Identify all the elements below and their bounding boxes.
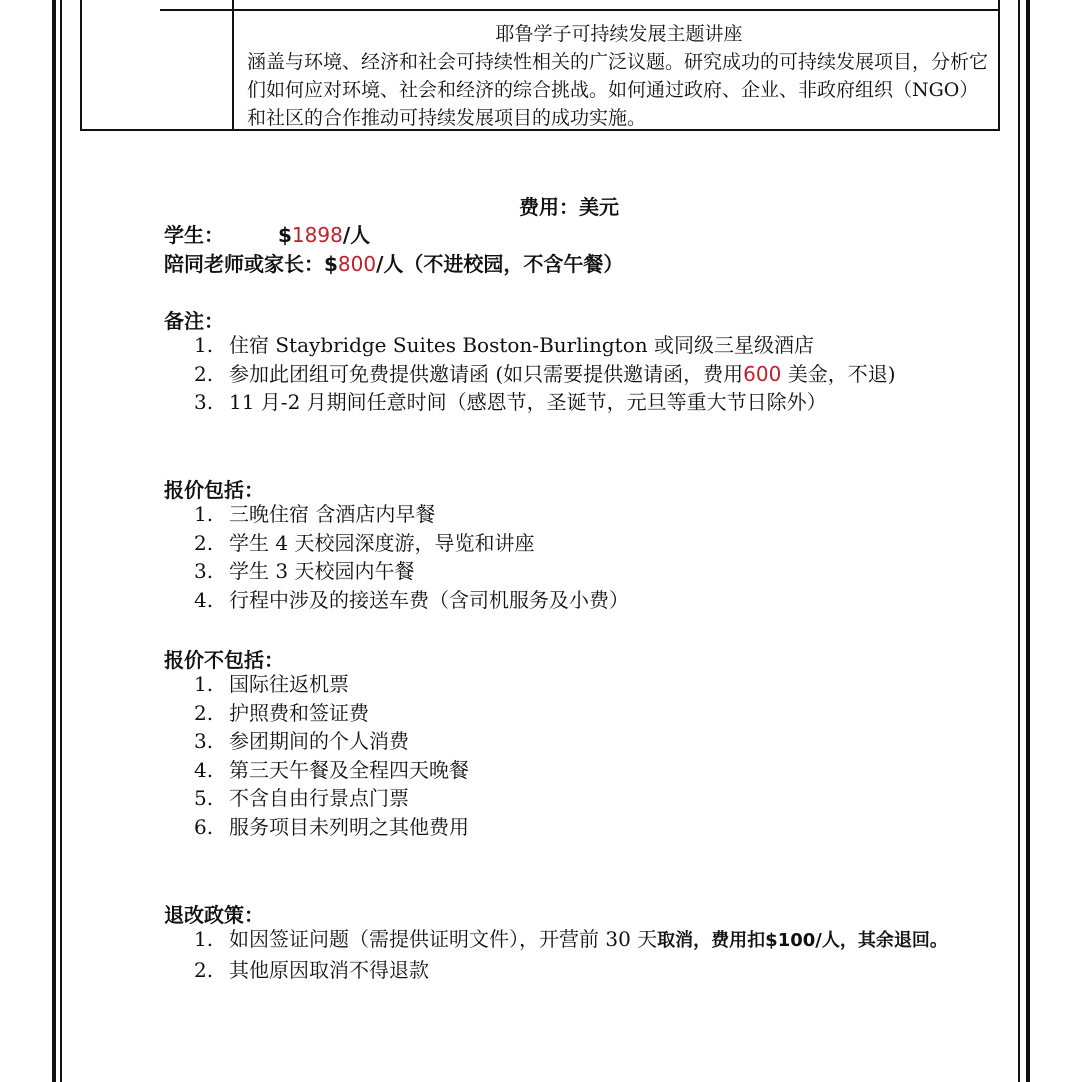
invitation-fee-amount: 600 [743, 361, 782, 386]
excluded-list [194, 670, 994, 841]
student-fee-currency: $ [278, 223, 292, 247]
list-item: 1. 如因签证问题（需提供证明文件），开营前 30 天取消，费用扣$100/人，其余退回。 [194, 927, 948, 951]
page-border-left [52, 0, 56, 1082]
page-border-left-inner [60, 0, 62, 1082]
topic-body: 涵盖与环境、经济和社会可持续性相关的广泛议题。研究成功的可持续发展项目，分析它们如何应对环境、社会和经济的综合挑战。如何通过政府、企业、非政府组织（NGO）和社区的合作推动可持续发展项目的成功实施。 [247, 51, 989, 129]
excluded-heading: 报价不包括： [164, 648, 284, 672]
page-border-right-inner [1018, 0, 1020, 1082]
student-fee [164, 219, 370, 248]
student-fee-label: 学生： [164, 223, 224, 247]
notes-heading: 备注： [164, 309, 224, 333]
list-item: 2. 其他原因取消不得退款 [194, 957, 429, 982]
list-item: 1. 国际往返机票 [194, 672, 349, 696]
student-fee-amount: 1898 [291, 223, 343, 247]
list-item: 1. 住宿 Staybridge Suites Boston-Burlington 或同级三星级酒店 [194, 333, 814, 357]
list-item: 3. 参团期间的个人消费 [194, 729, 409, 753]
topic-table-top-border [160, 9, 1000, 11]
list-item: 3. 11 月-2 月期间任意时间（感恩节，圣诞节，元旦等重大节日除外） [194, 390, 827, 414]
refund-heading: 退改政策： [164, 903, 264, 927]
topic-table [80, 0, 1000, 131]
list-item: 4. 行程中涉及的接送车费（含司机服务及小费） [194, 587, 629, 612]
refund-list [194, 925, 1014, 984]
notes-list [194, 331, 934, 417]
list-item: 5. 不含自由行景点门票 [194, 786, 409, 810]
student-fee-unit: /人 [342, 223, 371, 247]
page-border-right [1026, 0, 1030, 1082]
list-item: 1. 三晚住宿 含酒店内早餐 [194, 502, 436, 526]
companion-fee-label: 陪同老师或家长：$ [164, 252, 338, 276]
list-item: 2. 护照费和签证费 [194, 700, 369, 725]
list-item: 3. 学生 3 天校园内午餐 [194, 559, 415, 583]
list-item: 2. 参加此团组可免费提供邀请函 (如只需要提供邀请函，费用600 美金，不退) [194, 361, 896, 386]
companion-fee-unit: /人（不进校园，不含午餐） [376, 252, 624, 276]
companion-fee-amount: 800 [337, 252, 377, 276]
list-item: 4. 第三天午餐及全程四天晚餐 [194, 757, 469, 782]
topic-table-right-cell [237, 9, 999, 129]
list-item: 6. 服务项目未列明之其他费用 [194, 814, 469, 839]
companion-fee [164, 248, 623, 277]
fee-heading: 费用：美元 [519, 195, 619, 219]
topic-table-left-cell [82, 0, 234, 129]
included-heading: 报价包括： [164, 478, 264, 502]
list-item: 2. 学生 4 天校园深度游，导览和讲座 [194, 530, 535, 555]
topic-title: 耶鲁学子可持续发展主题讲座 [495, 23, 743, 45]
included-list [194, 500, 994, 614]
